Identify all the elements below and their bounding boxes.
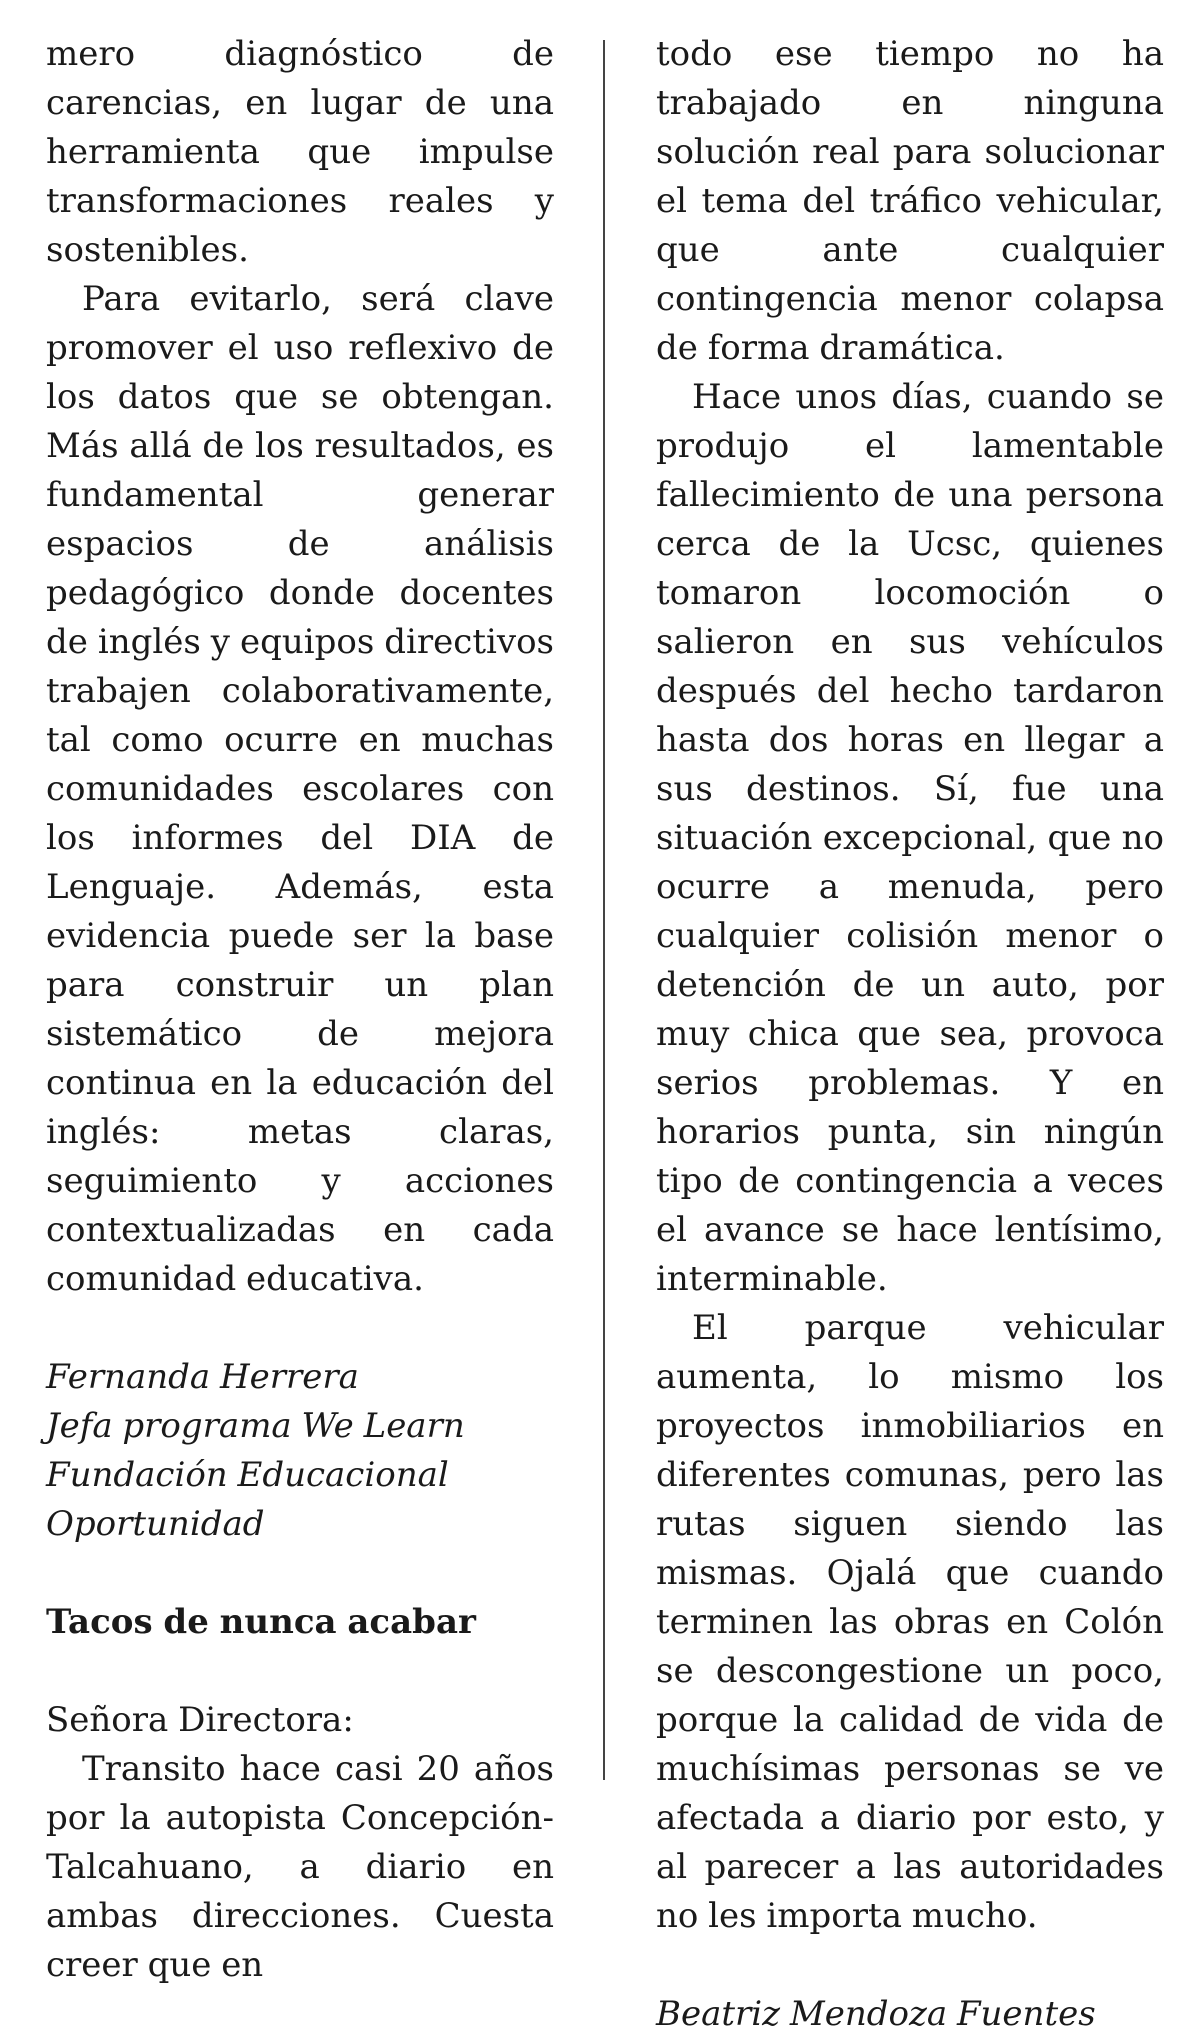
signature-name-1: Fernanda Herrera <box>46 1357 359 1397</box>
left-paragraph-2: Para evitarlo, será clave promover el uso reflexivo de los datos que se obtengan. Más allá de los resultados, es fundamental generar espacios de análisis pedagógico donde docentes de inglés y equipos directivos trabajen colaborativamente, tal como ocurre en muchas comunidades escolares con los informes del DIA de Lenguaje. Además, esta evidencia puede ser la base para construir un plan sistemático de mejora continua en la educación del inglés: metas claras, seguimiento y acciones contextualizadas en cada comunidad educativa. <box>46 279 554 1299</box>
right-column <box>656 30 1164 2039</box>
right-paragraph-1: todo ese tiempo no ha trabajado en ninguna solución real para solucionar el tema del tráfico vehicular, que ante cualquier contingencia menor colapsa de forma dramática. <box>656 34 1164 368</box>
letter-title: Tacos de nunca acabar <box>46 1602 476 1642</box>
spacer <box>46 1549 554 1598</box>
right-paragraph-2: Hace unos días, cuando se produjo el lamentable fallecimiento de una persona cerca de la Ucsc, quienes tomaron locomoción o salieron en sus vehículos después del hecho tardaron hasta dos horas en llegar a sus destinos. Sí, fue una situación excepcional, que no ocurre a menuda, pero cualquier colisión menor o detención de un auto, por muy chica que sea, provoca serios problemas. Y en horarios punta, sin ningún tipo de contingencia a veces el avance se hace lentísimo, interminable. <box>656 377 1164 1299</box>
spacer <box>46 1647 554 1696</box>
signature-role-1: Jefa programa We Learn <box>46 1406 465 1446</box>
left-paragraph-1: mero diagnóstico de carencias, en lugar de una herramienta que impulse transformaciones reales y sostenibles. <box>46 34 554 270</box>
left-paragraph-3: Transito hace casi 20 años por la autopista Concepción-Talcahuano, a diario en ambas direcciones. Cuesta creer que en <box>46 1749 554 1985</box>
spacer <box>46 1304 554 1353</box>
spacer <box>656 1941 1164 1990</box>
signature-name-2: Beatriz Mendoza Fuentes <box>656 1994 1096 2034</box>
salutation: Señora Directora: <box>46 1700 354 1740</box>
signature-org-1: Fundación Educacional Oportunidad <box>46 1455 449 1544</box>
right-paragraph-3: El parque vehicular aumenta, lo mismo los proyectos inmobiliarios en diferentes comunas, pero las rutas siguen siendo las mismas. Ojalá que cuando terminen las obras en Colón se descongestione un poco, porque la calidad de vida de muchísimas personas se ve afectada a diario por esto, y al parecer a las autoridades no les importa mucho. <box>656 1308 1164 1936</box>
left-column <box>46 30 554 1990</box>
column-divider <box>603 40 605 1780</box>
